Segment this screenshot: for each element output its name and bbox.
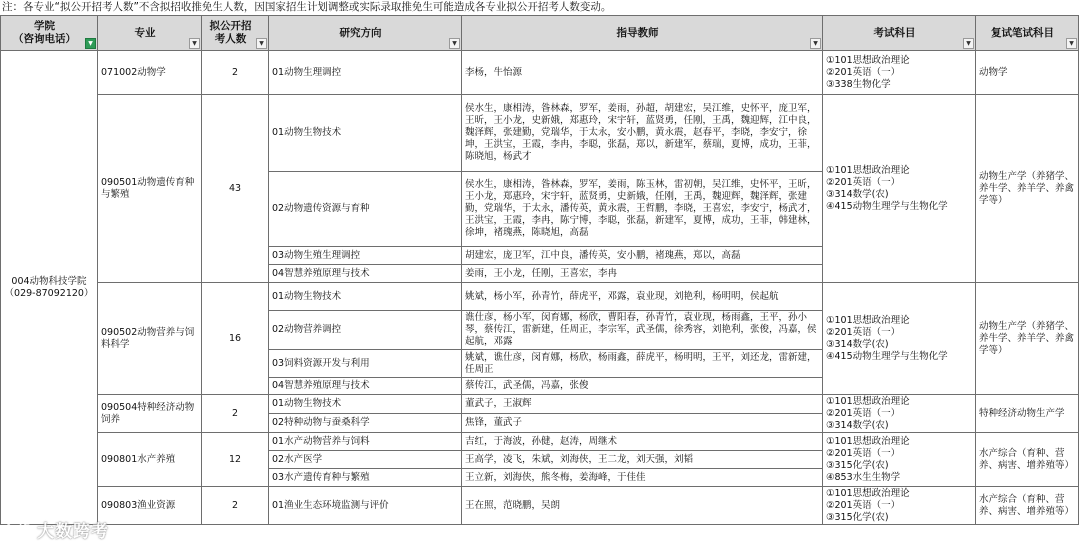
retest-cell: 动物学 bbox=[976, 51, 1079, 95]
exams-header: 考试科目 ▼ bbox=[823, 16, 976, 51]
quota-header: 拟公开招 考人数 ▼ bbox=[202, 16, 269, 51]
retest-cell: 动物生产学（养猪学、养牛学、养羊学、养禽学等） bbox=[976, 283, 1079, 395]
advisors-cell: 董武子，王淑辉 bbox=[462, 395, 823, 414]
advisors-header: 指导教师 ▼ bbox=[462, 16, 823, 51]
watermark-text: 大数跨考 bbox=[37, 521, 109, 542]
quota-cell: 12 bbox=[202, 433, 269, 487]
filter-dropdown-icon[interactable]: ▼ bbox=[449, 38, 460, 49]
major-cell: 090801水产养殖 bbox=[98, 433, 202, 487]
retest-header: 复试笔试科目 ▼ bbox=[976, 16, 1079, 51]
advisors-cell: 李杨，牛怡源 bbox=[462, 51, 823, 95]
advisors-cell: 吉红，于海波，孙健，赵涛，周继术 bbox=[462, 433, 823, 451]
filter-dropdown-icon[interactable]: ▼ bbox=[1066, 38, 1077, 49]
quota-cell: 16 bbox=[202, 283, 269, 395]
college-header: 学院 （咨询电话） ▼ bbox=[1, 16, 98, 51]
direction-cell: 02动物营养调控 bbox=[269, 311, 462, 350]
table-row bbox=[1, 487, 1079, 525]
direction-cell: 01动物生理调控 bbox=[269, 51, 462, 95]
quota-cell: 2 bbox=[202, 51, 269, 95]
exams-cell: ①101思想政治理论 ②201英语（一） ③314数学(农) ④415动物生理学与生物化学 bbox=[823, 95, 976, 283]
direction-cell: 02动物遗传资源与育种 bbox=[269, 172, 462, 247]
advisors-cell: 王高学，凌飞，朱斌，刘海侠，王二龙，刘天强，刘韬 bbox=[462, 451, 823, 469]
direction-cell: 01动物生物技术 bbox=[269, 283, 462, 311]
filter-active-icon[interactable]: ▼ bbox=[85, 38, 96, 49]
direction-cell: 02水产医学 bbox=[269, 451, 462, 469]
retest-cell: 水产综合（育种、营养、病害、增养殖等） bbox=[976, 433, 1079, 487]
retest-cell: 动物生产学（养猪学、养牛学、养羊学、养禽学等） bbox=[976, 95, 1079, 283]
direction-cell: 01动物生物技术 bbox=[269, 95, 462, 172]
exams-cell: ①101思想政治理论 ②201英语（一） ③315化学(农) bbox=[823, 487, 976, 525]
filter-dropdown-icon[interactable]: ▼ bbox=[256, 38, 267, 49]
table-row bbox=[1, 51, 1079, 95]
table-row bbox=[1, 95, 1079, 172]
table-note: 注：各专业“拟公开招考人数”不含拟招收推免生人数，因国家招生计划调整或实际录取推免生可能造成各专业拟公开招考人数变动。 bbox=[2, 1, 612, 13]
exams-cell: ①101思想政治理论 ②201英语（一） ③314数学(农) ④415动物生理学与生物化学 bbox=[823, 283, 976, 395]
direction-cell: 04智慧养殖原理与技术 bbox=[269, 265, 462, 283]
direction-cell: 04智慧养殖原理与技术 bbox=[269, 378, 462, 395]
advisors-cell: 谯仕彦，杨小军，闵育娜，杨欣，曹阳春，孙青竹，袁业现，杨雨鑫，王平，孙小琴，蔡传江，雷新建，任周正，李宗军，武圣儒，徐秀容，刘艳利，张俊，冯嘉，侯起航，邓露 bbox=[462, 311, 823, 350]
advisors-cell: 姜雨，王小龙，任刚，王喜宏，李冉 bbox=[462, 265, 823, 283]
quota-cell: 2 bbox=[202, 487, 269, 525]
direction-cell: 01渔业生态环境监测与评价 bbox=[269, 487, 462, 525]
advisors-cell: 胡建宏，庞卫军，江中良，潘传英，安小鹏，褚瑰燕，郑以，高磊 bbox=[462, 247, 823, 265]
retest-cell: 特种经济动物生产学 bbox=[976, 395, 1079, 433]
major-header: 专业 ▼ bbox=[98, 16, 202, 51]
direction-cell: 03饲料资源开发与利用 bbox=[269, 350, 462, 378]
advisors-cell: 蔡传江，武圣儒，冯嘉，张俊 bbox=[462, 378, 823, 395]
advisors-cell: 焦锋，董武子 bbox=[462, 414, 823, 433]
major-cell: 090501动物遗传育种 与繁殖 bbox=[98, 95, 202, 283]
advisors-cell: 侯水生，康相涛，昝林森，罗军，姜雨，孙超，胡建宏，吴江维，史怀平，庞卫军，王昕，王小龙，史新娥，郑惠玲，宋宇轩，蓝贤勇，任刚，王禹，魏迎辉，江中良，魏泽辉，张建勤，党瑞华，于太永，安小鹏，黄永震，赵春平，李晓，李安宁，徐坤，王洪宝，王霞，李冉，李聪，张磊，郑以，新建军，蔡瑞，夏博，成功，王菲，陈晓旭，杨武才 bbox=[462, 95, 823, 172]
direction-header: 研究方向 ▼ bbox=[269, 16, 462, 51]
table-row bbox=[1, 283, 1079, 311]
direction-cell: 01水产动物营养与饲料 bbox=[269, 433, 462, 451]
direction-cell: 01动物生物技术 bbox=[269, 395, 462, 414]
advisors-cell: 王在照，范晓鹏，吴朗 bbox=[462, 487, 823, 525]
quota-cell: 2 bbox=[202, 395, 269, 433]
table-row bbox=[1, 395, 1079, 414]
major-cell: 090504特种经济动物 饲养 bbox=[98, 395, 202, 433]
advisors-cell: 侯水生，康相涛，昝林森，罗军，姜雨，陈玉林，雷初朝，吴江维，史怀平，王昕，王小龙，郑惠玲，宋宇轩，蓝贤勇，史新娥，任刚，王禹，魏迎辉，魏泽辉，张建勤，党瑞华，于太永，潘传英，黄永震，王哲鹏，李晓，王喜宏，李安宁，杨武才，王洪宝，王霞，李冉，陈宁博，李聪，张磊，新建军，夏博，成功，王菲，韩建林，徐坤，褚瑰燕，陈晓旭，高磊 bbox=[462, 172, 823, 247]
admissions-table bbox=[0, 15, 1079, 525]
direction-cell: 03水产遗传育种与繁殖 bbox=[269, 469, 462, 487]
header-row bbox=[1, 16, 1079, 51]
major-cell: 090803渔业资源 bbox=[98, 487, 202, 525]
retest-cell: 水产综合（育种、营养、病害、增养殖等） bbox=[976, 487, 1079, 525]
table-row bbox=[1, 433, 1079, 451]
advisors-cell: 姚斌，杨小军，孙青竹，薛虎平，邓露，袁业现，刘艳利，杨明明，侯起航 bbox=[462, 283, 823, 311]
filter-dropdown-icon[interactable]: ▼ bbox=[810, 38, 821, 49]
major-cell: 071002动物学 bbox=[98, 51, 202, 95]
major-cell: 090502动物营养与饲 料科学 bbox=[98, 283, 202, 395]
exams-cell: ①101思想政治理论 ②201英语（一） ③314数学(农) bbox=[823, 395, 976, 433]
advisors-cell: 王立新，刘海侠，熊冬梅，姜海峰，于佳佳 bbox=[462, 469, 823, 487]
exams-cell: ①101思想政治理论 ②201英语（一） ③315化学(农) ④853水生生物学 bbox=[823, 433, 976, 487]
advisors-cell: 姚斌，谯仕彦，闵育娜，杨欣，杨雨鑫，薛虎平，杨明明，王平，刘还龙，雷新建，任周正 bbox=[462, 350, 823, 378]
direction-cell: 03动物生殖生理调控 bbox=[269, 247, 462, 265]
filter-dropdown-icon[interactable]: ▼ bbox=[963, 38, 974, 49]
quota-cell: 43 bbox=[202, 95, 269, 283]
college-cell: 004动物科技学院 （029-87092120） bbox=[1, 51, 98, 525]
filter-dropdown-icon[interactable]: ▼ bbox=[189, 38, 200, 49]
direction-cell: 02特种动物与蚕桑科学 bbox=[269, 414, 462, 433]
exams-cell: ①101思想政治理论 ②201英语（一） ③338生物化学 bbox=[823, 51, 976, 95]
